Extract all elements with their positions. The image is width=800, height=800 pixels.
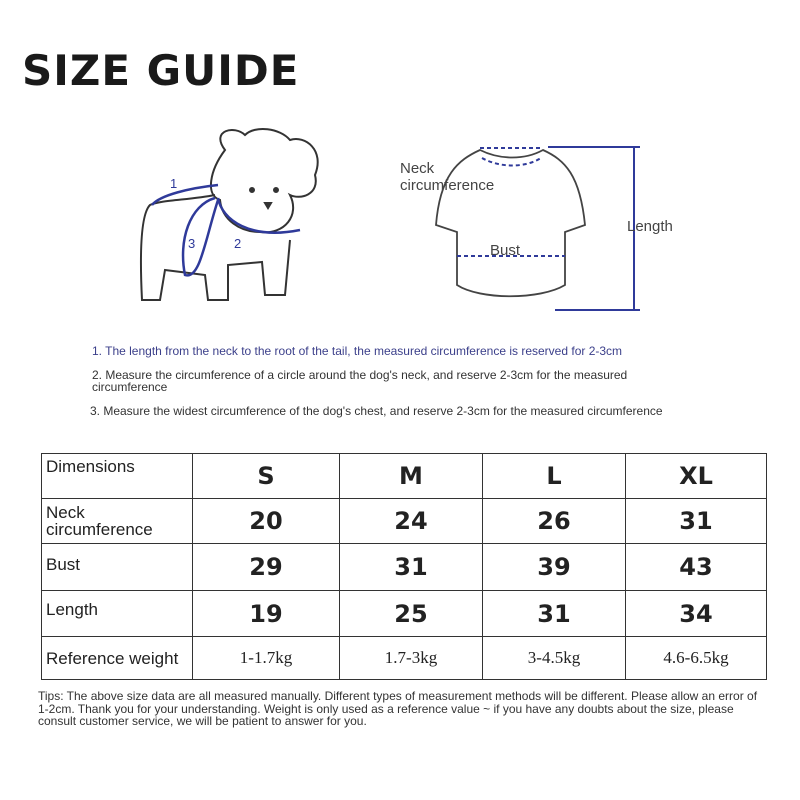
- row-label: Neck circumference: [42, 499, 193, 544]
- cell: 39: [483, 544, 626, 591]
- marker-2: 2: [234, 236, 242, 251]
- marker-3: 3: [188, 236, 196, 251]
- cell: 19: [193, 591, 340, 637]
- cell: 29: [193, 544, 340, 591]
- instruction-1: 1. The length from the neck to the root of the tail, the measured circumference is reserved for 2-3cm: [92, 344, 623, 358]
- cell: 31: [626, 499, 767, 544]
- header-size-l: L: [483, 454, 626, 499]
- page-title: SIZE GUIDE: [22, 46, 300, 95]
- cell: 3-4.5kg: [483, 637, 626, 680]
- cell: 4.6-6.5kg: [626, 637, 767, 680]
- dog-illustration: [141, 129, 318, 300]
- header-size-s: S: [193, 454, 340, 499]
- row-label: Bust: [42, 544, 193, 591]
- header-size-m: M: [340, 454, 483, 499]
- cell: 31: [340, 544, 483, 591]
- cell: 20: [193, 499, 340, 544]
- header-size-xl: XL: [626, 454, 767, 499]
- size-table: [41, 453, 767, 680]
- instruction-3: 3. Measure the widest circumference of the dog's chest, and reserve 2-3cm for the measured circumference: [90, 404, 663, 418]
- cell: 24: [340, 499, 483, 544]
- tips-text: Tips: The above size data are all measured manually. Different types of measurement methods will be different. Please allow an error of 1-2cm. Thank you for your understanding. Weight is only used as a reference value ~ if you have any doubts about the size, please consult customer service, we will be patient to answer for you.: [38, 689, 758, 728]
- instruction-2: 2. Measure the circumference of a circle around the dog's neck, and reserve 2-3cm for the measured circumference: [92, 368, 628, 394]
- cell: 25: [340, 591, 483, 637]
- table-row: [42, 499, 767, 544]
- header-dimensions: Dimensions: [42, 454, 193, 499]
- row-label: Reference weight: [42, 637, 193, 680]
- table-row: [42, 591, 767, 637]
- table-row: [42, 544, 767, 591]
- cell: 34: [626, 591, 767, 637]
- cell: 26: [483, 499, 626, 544]
- bust-label: Bust: [490, 242, 521, 259]
- table-header-row: [42, 454, 767, 499]
- cell: 1.7-3kg: [340, 637, 483, 680]
- cell: 43: [626, 544, 767, 591]
- cell: 1-1.7kg: [193, 637, 340, 680]
- length-label: Length: [627, 218, 673, 235]
- table-row: [42, 637, 767, 680]
- cell: 31: [483, 591, 626, 637]
- row-label: Length: [42, 591, 193, 637]
- marker-1: 1: [170, 176, 178, 191]
- neck-circumference-label: Neck circumference: [400, 160, 495, 194]
